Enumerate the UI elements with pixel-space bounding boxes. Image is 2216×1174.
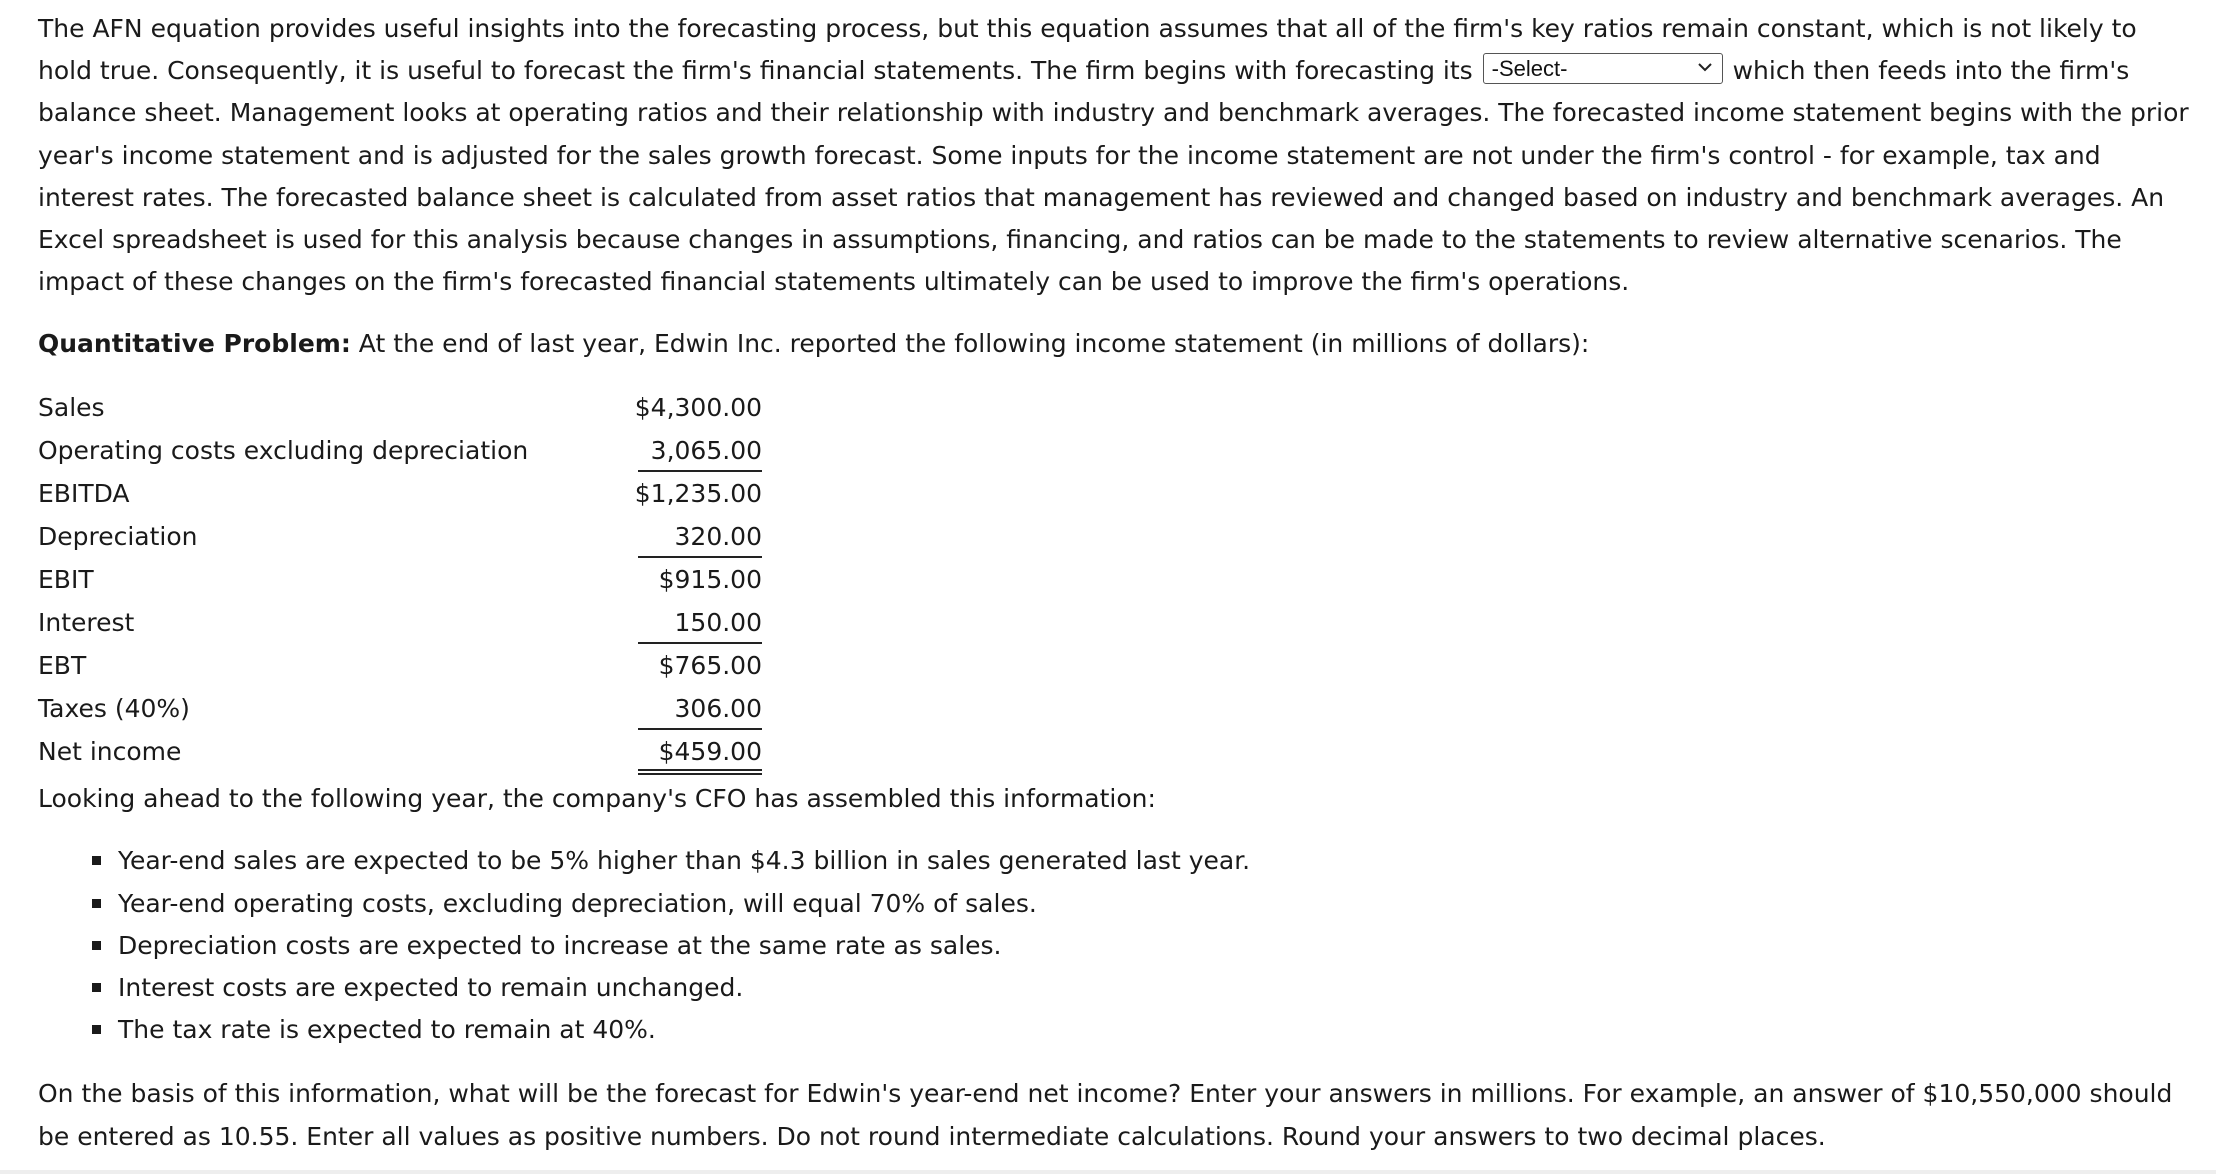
- statement-row-sales: [38, 387, 762, 430]
- intro-paragraph: [38, 8, 2198, 303]
- statement-row-operating-costs: [38, 430, 762, 473]
- statement-value: 3,065.00: [650, 436, 762, 466]
- subtotal-rule: [638, 556, 762, 558]
- list-item-text: Year-end operating costs, excluding depreciation, will equal 70% of sales.: [118, 888, 1037, 918]
- statement-value: $765.00: [658, 651, 762, 681]
- subtotal-rule: [638, 728, 762, 730]
- chevron-down-icon: [1696, 58, 1714, 76]
- square-bullet-icon: [92, 983, 101, 992]
- statement-row-taxes: [38, 688, 762, 731]
- statement-value: $1,235.00: [634, 479, 762, 509]
- statement-row-ebt: [38, 645, 762, 688]
- statement-row-net-income: [38, 731, 762, 774]
- statement-value: $915.00: [658, 565, 762, 595]
- square-bullet-icon: [92, 899, 101, 908]
- statement-value: 320.00: [674, 522, 762, 552]
- statement-label: Interest: [38, 608, 135, 638]
- cfo-assumptions-list: [38, 840, 2198, 1051]
- intro-text-before-select: The AFN equation provides useful insights into the forecasting process, but this equation assumes that all of the firm's key ratios remain constant, which is not likely to hold true. Consequently, it is useful to forecast the firm's financial statements. The firm begins with forecasting its: [38, 14, 2137, 86]
- list-item-text: Interest costs are expected to remain unchanged.: [118, 973, 744, 1003]
- statement-label: Sales: [38, 393, 105, 423]
- statement-row-interest: [38, 602, 762, 645]
- lookahead-text: Looking ahead to the following year, the company's CFO has assembled this information:: [38, 784, 1156, 814]
- statement-label: Net income: [38, 737, 182, 767]
- list-item: [92, 925, 2198, 967]
- intro-text-after-select: which then feeds into the firm's balance sheet. Management looks at operating ratios and their relationship with industry and benchmark averages. The forecasted income statement begins with the prior year's income statement and is adjusted for the sales growth forecast. Some inputs for the income statement are not under the firm's control - for example, tax and interest rates. The forecasted balance sheet is calculated from asset ratios that management has reviewed and changed based on industry and benchmark averages. An Excel spreadsheet is used for this analysis because changes in assumptions, financing, and ratios can be made to the statements to review alternative scenarios. The impact of these changes on the firm's forecasted financial statements ultimately can be used to improve the firm's operations.: [38, 56, 2189, 297]
- statement-label: Operating costs excluding depreciation: [38, 436, 529, 466]
- problem-text: At the end of last year, Edwin Inc. reported the following income statement (in millions of dollars):: [358, 329, 1590, 359]
- list-item: [92, 883, 2198, 925]
- statement-row-depreciation: [38, 516, 762, 559]
- statement-value: 150.00: [674, 608, 762, 638]
- statement-value: 306.00: [674, 694, 762, 724]
- statement-label: EBT: [38, 651, 87, 681]
- total-double-rule: [638, 769, 762, 771]
- forecast-dropdown[interactable]: [1483, 53, 1723, 84]
- forecast-dropdown-value: -Select-: [1491, 56, 1568, 82]
- statement-label: EBIT: [38, 565, 94, 595]
- statement-value: $4,300.00: [634, 393, 762, 423]
- statement-row-ebit: [38, 559, 762, 602]
- list-item: [92, 1009, 2198, 1051]
- list-item-text: Depreciation costs are expected to increase at the same rate as sales.: [118, 930, 1002, 960]
- list-item: [92, 840, 2198, 882]
- subtotal-rule: [638, 470, 762, 472]
- statement-label: Depreciation: [38, 522, 198, 552]
- bottom-divider: [0, 1170, 2216, 1174]
- list-item-text: Year-end sales are expected to be 5% higher than $4.3 billion in sales generated last year.: [118, 846, 1251, 876]
- list-item-text: The tax rate is expected to remain at 40%.: [118, 1015, 656, 1045]
- statement-label: Taxes (40%): [38, 694, 190, 724]
- statement-label: EBITDA: [38, 479, 130, 509]
- list-item: [92, 967, 2198, 1009]
- problem-statement: [38, 323, 2198, 365]
- square-bullet-icon: [92, 1025, 101, 1034]
- problem-label: Quantitative Problem:: [38, 329, 351, 359]
- statement-value: $459.00: [658, 737, 762, 767]
- total-double-rule: [638, 773, 762, 775]
- income-statement-table: [38, 387, 762, 774]
- statement-row-ebitda: [38, 473, 762, 516]
- question-content: [38, 8, 2198, 1158]
- square-bullet-icon: [92, 856, 101, 865]
- question-text: On the basis of this information, what will be the forecast for Edwin's year-end net income? Enter your answers in millions. For example, an answer of $10,550,000 should be entered as 10.55. Enter all values as positive numbers. Do not round intermediate calculations. Round your answers to two decimal places.: [38, 1079, 2173, 1151]
- square-bullet-icon: [92, 941, 101, 950]
- subtotal-rule: [638, 642, 762, 644]
